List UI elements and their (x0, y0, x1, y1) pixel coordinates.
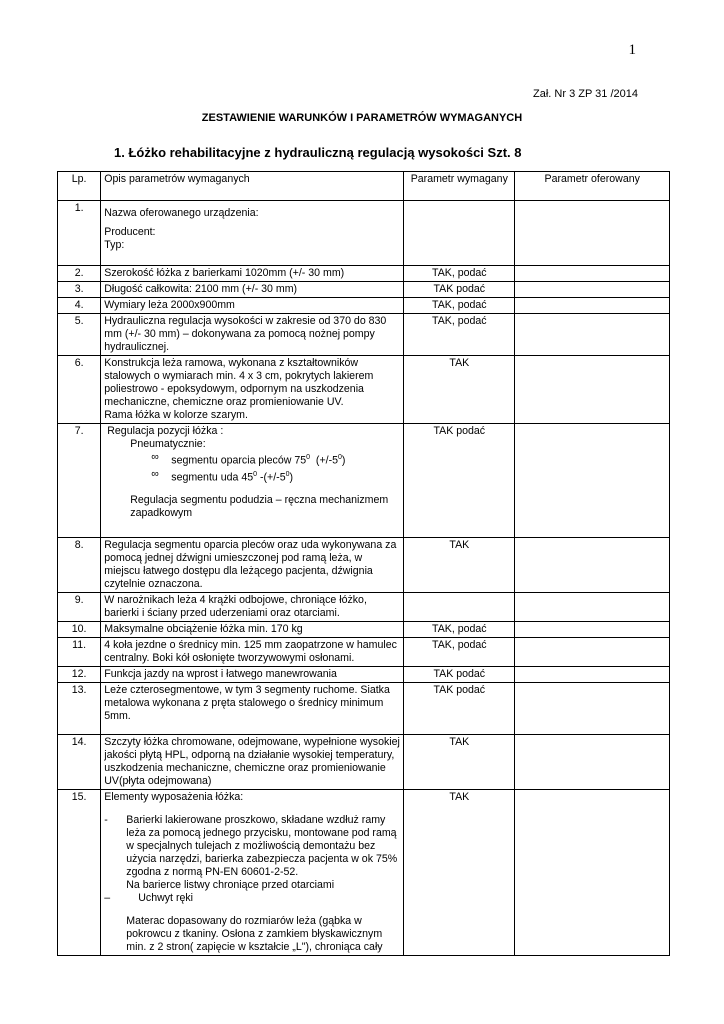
row-lp: 8. (58, 538, 101, 593)
mattress-text: Materac dopasowany do rozmiarów leża (gąbka w pokrowcu z tkaniny. Osłona z zamkiem błyskawicznym min. z 2 stron( zapięcie w kształcie „L"), chroniąca cały (126, 915, 383, 953)
row-offered (515, 622, 670, 638)
row-lp: 1. (58, 201, 101, 266)
header-required: Parametr wymagany (404, 172, 515, 201)
bullet-item (104, 451, 400, 468)
attachment-reference: Zał. Nr 3 ZP 31 /2014 (533, 88, 638, 100)
table-row (58, 735, 670, 790)
table-row (58, 683, 670, 735)
equipment-title: Elementy wyposażenia łóżka: (104, 791, 244, 803)
tolerance-close: ) (289, 471, 294, 484)
row-description: Szerokość łóżka z barierkami 1020mm (+/- 30 mm) (101, 266, 404, 282)
row-description: Wymiary leża 2000x900mm (101, 298, 404, 314)
row-lp: 12. (58, 667, 101, 683)
document-heading: ZESTAWIENIE WARUNKÓW I PARAMETRÓW WYMAGANYCH (201, 112, 523, 124)
backrest-text: segmentu oparcia pleców 75 (171, 454, 307, 467)
dash-bullet-icon: – (104, 892, 111, 904)
tolerance-close: ) (341, 454, 346, 467)
row-required: TAK podać (404, 667, 515, 683)
row-offered (515, 314, 670, 356)
row-required (404, 201, 515, 266)
device-name-label: Nazwa oferowanego urządzenia: (104, 207, 259, 219)
row-offered (515, 638, 670, 667)
equipment-item (104, 892, 400, 905)
row-required (404, 593, 515, 622)
row-description: W narożnikach leża 4 krążki odbojowe, chroniące łóżko, barierki i ściany przed uderzeniami oraz otarciami. (101, 593, 404, 622)
row-offered (515, 538, 670, 593)
degree-superscript: 0 (285, 470, 290, 478)
row-lp: 14. (58, 735, 101, 790)
header-lp: Lp. (58, 172, 101, 201)
table-row (58, 314, 670, 356)
header-offered: Parametr oferowany (515, 172, 670, 201)
row-lp: 11. (58, 638, 101, 667)
row-offered (515, 266, 670, 282)
table-row (58, 622, 670, 638)
row-required: TAK (404, 356, 515, 424)
row-required: TAK (404, 790, 515, 956)
construction-text: Konstrukcja leża ramowa, wykonana z kształtowników stalowych o wymiarach min. 4 x 3 cm, pokrytych lakierem poliestrowo - epoksydowym, odpornym na uszkodzenia mechaniczne, chemiczne oraz promieniowanie UV. (104, 357, 374, 408)
bullet-item (104, 468, 400, 485)
table-row (58, 282, 670, 298)
table-row (58, 538, 670, 593)
degree-superscript: 0 (253, 470, 258, 478)
row-required: TAK (404, 735, 515, 790)
row-lp: 4. (58, 298, 101, 314)
row-description (101, 201, 404, 266)
row-description (101, 356, 404, 424)
row-description: Regulacja segmentu oparcia pleców oraz uda wykonywana za pomocą jednej dźwigni umieszczonej pod ramą leża, w miejscu łatwego dostępu dla leżącego pacjenta, dźwignia czytelnie oznaczona. (101, 538, 404, 593)
frame-color-text: Rama łóżka w kolorze szarym. (104, 409, 248, 421)
pneumatic-label: Pneumatycznie: (130, 438, 206, 450)
table-row (58, 298, 670, 314)
row-required: TAK podać (404, 282, 515, 298)
table-row (58, 266, 670, 282)
row-description: Leże czterosegmentowe, w tym 3 segmenty ruchome. Siatka metalowa wykonana z pręta stalowego o średnicy minimum 5mm. (101, 683, 404, 735)
degree-superscript: 0 (338, 454, 342, 461)
row-description (101, 424, 404, 538)
rail-protection-text: Na barierce listwy chroniące przed otarciami (126, 879, 335, 891)
table-row (58, 638, 670, 667)
row-description (101, 790, 404, 956)
row-offered (515, 593, 670, 622)
table-header-row (58, 172, 670, 201)
table-row (58, 593, 670, 622)
equipment-item (104, 814, 400, 879)
page-number: 1 (628, 42, 636, 58)
row-required: TAK, podać (404, 298, 515, 314)
infinity-bullet-icon: ∞ (151, 451, 159, 463)
row-required: TAK (404, 538, 515, 593)
row-required: TAK, podać (404, 314, 515, 356)
row-required: TAK, podać (404, 638, 515, 667)
row-lp: 3. (58, 282, 101, 298)
row-lp: 9. (58, 593, 101, 622)
row-offered (515, 298, 670, 314)
row-offered (515, 356, 670, 424)
row-offered (515, 790, 670, 956)
requirements-table (57, 171, 670, 956)
row-lp: 15. (58, 790, 101, 956)
row-offered (515, 282, 670, 298)
row-description: Szczyty łóżka chromowane, odejmowane, wypełnione wysokiej jakości płytą HPL, odporną na działanie wysokiej temperatury, uszkodzenia mechaniczne, chemiczne oraz promieniowanie UV(płyta odejmowana) (101, 735, 404, 790)
row-required: TAK podać (404, 683, 515, 735)
row-offered (515, 667, 670, 683)
row-offered (515, 735, 670, 790)
row-required: TAK, podać (404, 622, 515, 638)
row-lp: 2. (58, 266, 101, 282)
row-offered (515, 201, 670, 266)
row-description: 4 koła jezdne o średnicy min. 125 mm zaopatrzone w hamulec centralny. Boki kół osłonięte tworzywowymi osłonami. (101, 638, 404, 667)
table-row (58, 424, 670, 538)
leg-segment-text: Regulacja segmentu podudzia – ręczna mechanizmem zapadkowym (130, 494, 389, 520)
row-description: Długość całkowita: 2100 mm (+/- 30 mm) (101, 282, 404, 298)
table-row (58, 356, 670, 424)
row-lp: 5. (58, 314, 101, 356)
row-lp: 7. (58, 424, 101, 538)
thigh-text: segmentu uda 45 (171, 471, 254, 484)
side-rails-text: Barierki lakierowane proszkowo, składane wzdłuż ramy leża za pomocą jednego przycisku, montowane pod ramą w specjalnych tulejach z możliwością demontażu bez użycia narzędzi, barierka zabezpiecza pacjenta w ok 75% zgodna z normą PN-EN 60601-2-52. (126, 814, 398, 878)
table-row (58, 667, 670, 683)
degree-superscript: 0 (306, 454, 311, 461)
row-required: TAK podać (404, 424, 515, 538)
infinity-bullet-icon: ∞ (151, 467, 159, 480)
table-row (58, 201, 670, 266)
tolerance-text: -(+/-5 (260, 471, 286, 484)
row-description: Funkcja jazdy na wprost i łatwego manewrowania (101, 667, 404, 683)
handle-text: Uchwyt ręki (138, 892, 194, 904)
row-offered (515, 424, 670, 538)
row-required: TAK, podać (404, 266, 515, 282)
tolerance-text: (+/-5 (315, 454, 338, 467)
row-lp: 6. (58, 356, 101, 424)
producer-label: Producent: (104, 226, 156, 238)
header-description: Opis parametrów wymaganych (101, 172, 404, 201)
type-label: Typ: (104, 239, 125, 251)
row-description: Maksymalne obciążenie łóżka min. 170 kg (101, 622, 404, 638)
row-offered (515, 683, 670, 735)
row-lp: 10. (58, 622, 101, 638)
row-lp: 13. (58, 683, 101, 735)
row-description: Hydrauliczna regulacja wysokości w zakresie od 370 do 830 mm (+/- 30 mm) – dokonywana za pomocą nożnej pompy hydraulicznej. (101, 314, 404, 356)
dash-bullet-icon: - (104, 814, 108, 826)
adjustment-title: Regulacja pozycji łóżka : (107, 425, 224, 437)
section-heading: 1. Łóżko rehabilitacyjne z hydrauliczną regulacją wysokości Szt. 8 (114, 145, 522, 160)
table-row (58, 790, 670, 956)
